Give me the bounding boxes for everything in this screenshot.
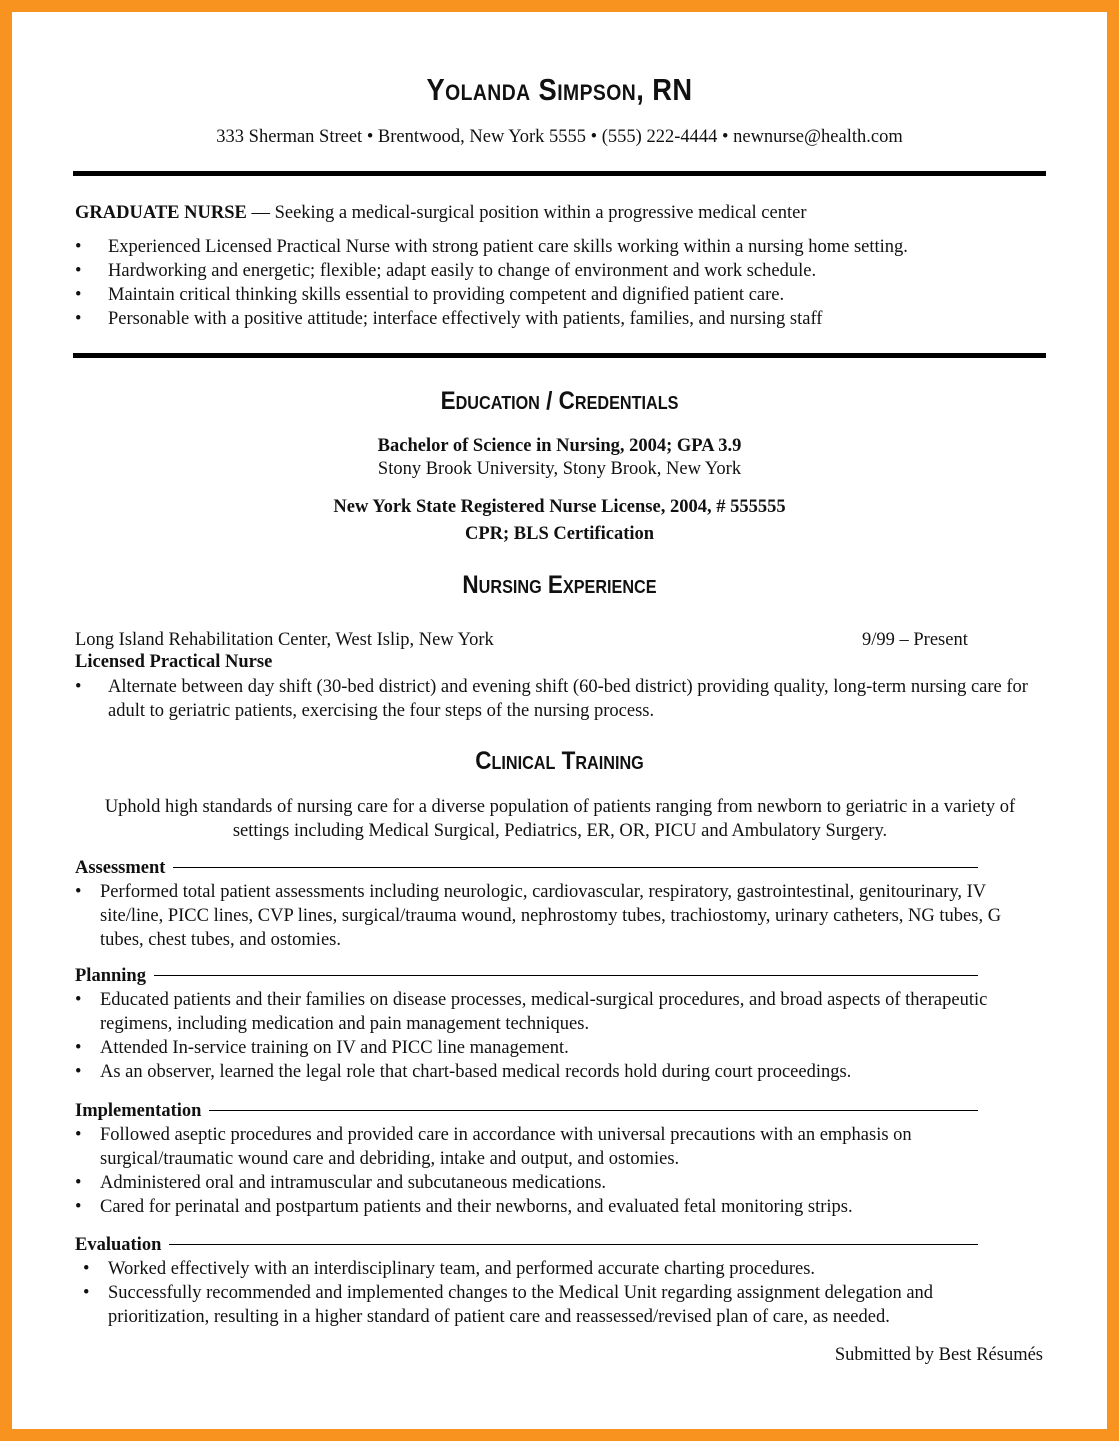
list-item: • Maintain critical thinking skills essential to providing competent and dignified patient care. <box>75 285 785 305</box>
list-item: • Followed aseptic procedures and provided care in accordance with universal precautions with an emphasis on surgical/traumatic wound care and debriding, intake and output, and ostomies. <box>75 1125 912 1169</box>
objective-title: GRADUATE NURSE <box>75 203 247 223</box>
clinical-sections <box>75 856 1035 1329</box>
divider <box>73 353 1046 358</box>
experience-heading: Nursing Experience <box>462 571 657 599</box>
school: Stony Brook University, Stony Brook, New York <box>377 459 742 479</box>
contact-info: 333 Sherman Street • Brentwood, New York 5555 • (555) 222-4444 • newnurse@health.com <box>216 127 903 147</box>
employment-dates: 9/99 – Present <box>862 630 968 650</box>
list-item: • Performed total patient assessments including neurologic, cardiovascular, respiratory, gastrointestinal, genitourinary, IV site/line, PICC lines, CVP lines, surgical/trauma wound, nephrostomy tubes, trachiostomy, urinary catheters, NG tubes, G tubes, chest tubes, and ostomies. <box>75 882 1002 950</box>
list-item: • Attended In-service training on IV and PICC line management. <box>75 1038 569 1058</box>
list-item: • Experienced Licensed Practical Nurse with strong patient care skills working within a nursing home setting. <box>75 237 908 257</box>
clinical-heading: Clinical Training <box>475 747 644 775</box>
list-item: • As an observer, learned the legal role that chart-based medical records hold during court proceedings. <box>75 1062 852 1082</box>
employer: Long Island Rehabilitation Center, West Islip, New York <box>75 630 494 650</box>
list-item: • Personable with a positive attitude; interface effectively with patients, families, and nursing staff <box>75 309 823 329</box>
education-heading: Education / Credentials <box>440 387 679 415</box>
degree: Bachelor of Science in Nursing, 2004; GPA 3.9 <box>377 436 742 456</box>
planning-section: Planning • Educated patients and their families on disease processes, medical-surgical procedures, and broad aspects of therapeutic regimens, including medication and pain management techniques. • Attended In-service training on IV and PICC line management. • As an observer, learned the legal role that chart-based medical records hold during court proceedings. <box>75 964 1035 1084</box>
objective-text: — Seeking a medical-surgical position within a progressive medical center <box>246 203 807 223</box>
experience-bullets <box>75 675 1035 723</box>
job-title: Licensed Practical Nurse <box>75 652 273 672</box>
certification: CPR; BLS Certification <box>464 524 655 544</box>
candidate-name: Yolanda Simpson, RN <box>426 72 693 107</box>
list-item: • Cared for perinatal and postpartum patients and their newborns, and evaluated fetal monitoring strips. <box>75 1197 853 1217</box>
list-item: • Hardworking and energetic; flexible; adapt easily to change of environment and work schedule. <box>75 261 817 281</box>
license: New York State Registered Nurse License, 2004, # 555555 <box>333 497 786 517</box>
list-item: • Alternate between day shift (30-bed district) and evening shift (60-bed district) providing quality, long-term nursing care for adult to geriatric patients, exercising the four steps of the nursing process. <box>75 677 1028 721</box>
submitted-by: Submitted by Best Résumés <box>834 1345 1043 1365</box>
clinical-intro: Uphold high standards of nursing care for a diverse population of patients ranging from newborn to geriatric in a variety of settings including Medical Surgical, Pediatrics, ER, OR, PICU and Ambulatory Surgery. <box>104 797 1016 841</box>
implementation-section: Implementation • Followed aseptic procedures and provided care in accordance with universal precautions with an emphasis on surgical/traumatic wound care and debriding, intake and output, and ostomies. • Administered oral and intramuscular and subcutaneous medications. • Cared for perinatal and postpartum patients and their newborns, and evaluated fetal monitoring strips. <box>75 1099 1035 1219</box>
list-item: • Administered oral and intramuscular and subcutaneous medications. <box>75 1173 607 1193</box>
list-item: • Educated patients and their families on disease processes, medical-surgical procedures, and broad aspects of therapeutic regimens, including medication and pain management techniques. <box>75 990 988 1034</box>
list-item: • Successfully recommended and implemented changes to the Medical Unit regarding assignment delegation and prioritization, resulting in a higher standard of patient care and reassessed/revised plan of care, as needed. <box>83 1283 934 1327</box>
list-item: • Worked effectively with an interdisciplinary team, and performed accurate charting procedures. <box>83 1259 816 1279</box>
assessment-section: Assessment • Performed total patient assessments including neurologic, cardiovascular, respiratory, gastrointestinal, genitourinary, IV site/line, PICC lines, CVP lines, surgical/trauma wound, nephrostomy tubes, trachiostomy, urinary catheters, NG tubes, G tubes, chest tubes, and ostomies. <box>75 856 1035 952</box>
evaluation-section: Evaluation • Worked effectively with an interdisciplinary team, and performed accurate charting procedures. • Successfully recommended and implemented changes to the Medical Unit regarding assignment delegation and prioritization, resulting in a higher standard of patient care and reassessed/revised plan of care, as needed. <box>75 1233 1035 1329</box>
objective-bullets <box>75 235 908 331</box>
divider <box>73 171 1046 176</box>
objective-section <box>75 201 908 331</box>
